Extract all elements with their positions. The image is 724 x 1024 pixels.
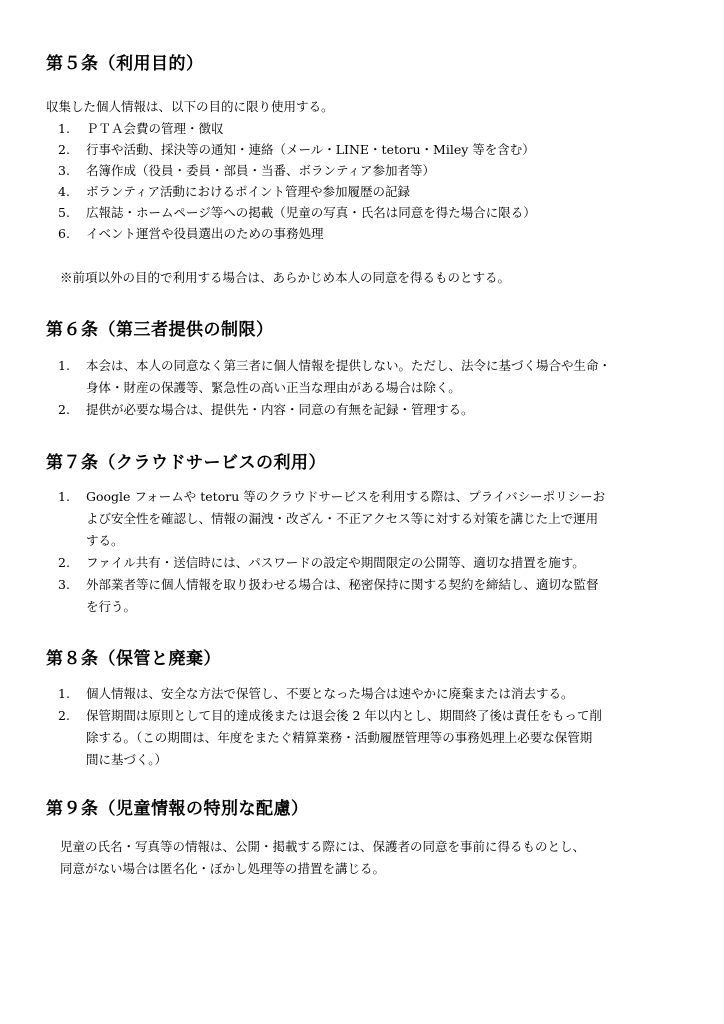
list-item-text: ＰＴＡ会費の管理・徴収: [86, 121, 224, 136]
list-item-number: 2.: [58, 708, 70, 723]
list-item-text: する。: [86, 533, 124, 548]
article-9-heading: 第９条（児童情報の特別な配慮）: [46, 799, 309, 819]
list-item: [0, 552, 684, 574]
list-item-text: 間に基づく。）: [86, 752, 168, 767]
list-item-number: 1.: [58, 121, 70, 136]
list-item-number: 1.: [58, 489, 70, 504]
article-6-list: [0, 355, 684, 421]
article-7-list: [0, 486, 684, 618]
list-item-text: 本会は、本人の同意なく第三者に個人情報を提供しない。ただし、法令に基づく場合や生命・: [86, 358, 612, 373]
list-item-text: ボランティア活動におけるポイント管理や参加履歴の記録: [86, 184, 411, 199]
list-item-text: 身体・財産の保護等、緊急性の高い正当な理由がある場合は除く。: [86, 380, 461, 395]
list-item-text: 保管期間は原則として目的達成後または退会後 2 年以内とし、期間終了後は責任をもって削: [86, 708, 602, 723]
list-item-text: を行う。: [86, 599, 137, 614]
list-item-text: よび安全性を確認し、情報の漏洩・改ざん・不正アクセス等に対する対策を講じた上で運用: [86, 511, 599, 526]
list-item-number: 3.: [58, 163, 70, 178]
list-item-number: 1.: [58, 358, 70, 373]
list-item-number: 1.: [58, 686, 70, 701]
article-5-heading: 第５条（利用目的）: [46, 54, 204, 74]
article-8-list: [0, 683, 684, 771]
list-item: [0, 118, 684, 139]
list-item-text: Google フォームや tetoru 等のクラウドサービスを利用する際は、プライバシーポリシーお: [86, 489, 606, 504]
list-item-number: 4.: [58, 184, 70, 199]
list-item: [0, 683, 684, 705]
list-item-text: 外部業者等に個人情報を取り扱わせる場合は、秘密保持に関する契約を締結し、適切な監督: [86, 577, 599, 592]
list-item-text: 名簿作成（役員・委員・部員・当番、ボランティア参加者等）: [86, 163, 436, 178]
list-item: [0, 160, 684, 181]
list-item-text: 提供が必要な場合は、提供先・内容・同意の有無を記録・管理する。: [86, 402, 474, 417]
list-item: [0, 355, 684, 399]
article-5-note: ※前項以外の目的で利用する場合は、あらかじめ本人の同意を得るものとする。: [60, 270, 511, 285]
list-item: [0, 705, 684, 771]
list-item: [0, 574, 684, 618]
article-7-heading: 第７条（クラウドサービスの利用）: [46, 453, 326, 473]
list-item-text: 除する。（この期間は、年度をまたぐ精算業務・活動履歴管理等の事務処理上必要な保管期: [86, 730, 593, 745]
list-item-number: 5.: [58, 205, 70, 220]
list-item: [0, 486, 684, 552]
article-9-body-line: 児童の氏名・写真等の情報は、公開・掲載する際には、保護者の同意を事前に得るものとし、: [60, 839, 586, 854]
list-item-number: 2.: [58, 402, 70, 417]
list-item-text: ファイル共有・送信時には、パスワードの設定や期間限定の公開等、適切な措置を施す。: [86, 555, 585, 570]
article-9-body-line: 同意がない場合は匿名化・ぼかし処理等の措置を講じる。: [60, 861, 386, 876]
list-item-number: 6.: [58, 226, 70, 241]
list-item: [0, 202, 684, 223]
article-6-heading: 第６条（第三者提供の制限）: [46, 320, 274, 340]
list-item: [0, 181, 684, 202]
list-item-text: 広報誌・ホームページ等への掲載（児童の写真・氏名は同意を得た場合に限る）: [86, 205, 536, 220]
list-item-text: イベント運営や役員選出のための事務処理: [86, 226, 324, 241]
list-item-number: 2.: [58, 142, 70, 157]
list-item-number: 2.: [58, 555, 70, 570]
article-8-heading: 第８条（保管と廃棄）: [46, 649, 221, 669]
article-5-list: [0, 118, 684, 244]
list-item: [0, 399, 684, 421]
list-item-text: 行事や活動、採決等の通知・連絡（メール・LINE・tetoru・Miley 等を含む）: [86, 142, 535, 157]
list-item: [0, 223, 684, 244]
list-item: [0, 139, 684, 160]
list-item-number: 3.: [58, 577, 70, 592]
article-5-intro: 収集した個人情報は、以下の目的に限り使用する。: [46, 99, 334, 114]
list-item-text: 個人情報は、安全な方法で保管し、不要となった場合は速やかに廃棄または消去する。: [86, 686, 574, 701]
